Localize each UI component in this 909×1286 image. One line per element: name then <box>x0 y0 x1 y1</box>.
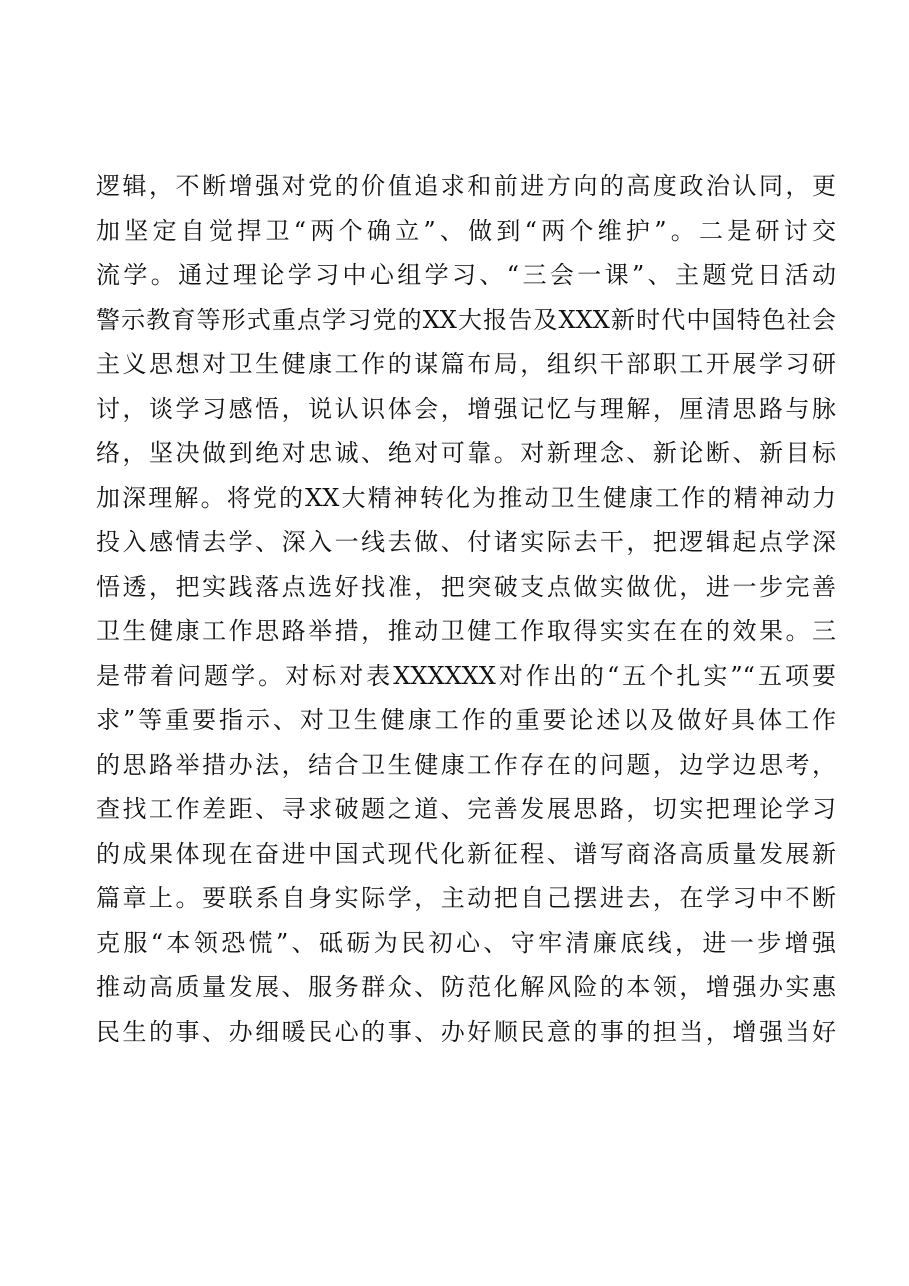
text-line: 流学。通过理论学习中心组学习、“三会一课”、主题党日活动 <box>96 261 836 289</box>
text-line: 是带着问题学。对标对表XXXXXX对作出的“五个扎实”“五项要 <box>96 661 836 690</box>
text-line: 民生的事、办细暖民心的事、办好顺民意的事的担当，增强当好 <box>96 1017 836 1046</box>
text-line: 络，坚决做到绝对忠诚、绝对可靠。对新理念、新论断、新目标 <box>96 439 836 467</box>
text-line: 加坚定自觉捍卫“两个确立”、做到“两个维护”。二是研讨交 <box>96 216 836 245</box>
text-line: 警示教育等形式重点学习党的XX大报告及XXX新时代中国特色社会 <box>96 305 836 334</box>
body-paragraph <box>96 166 836 1056</box>
text-line: 讨，谈学习感悟，说认识体会，增强记忆与理解，厘清思路与脉 <box>96 394 836 423</box>
text-line: 篇章上。要联系自身实际学，主动把自己摆进去，在学习中不断 <box>96 884 836 912</box>
text-line: 加深理解。将党的XX大精神转化为推动卫生健康工作的精神动力 <box>96 483 836 512</box>
text-line: 克服“本领恐慌”、砥砺为民初心、守牢清廉底线，进一步增强 <box>96 928 836 957</box>
text-line: 的成果体现在奋进中国式现代化新征程、谱写商洛高质量发展新 <box>96 839 836 868</box>
text-line: 的思路举措办法，结合卫生健康工作存在的问题，边学边思考， <box>96 750 836 779</box>
text-line: 求”等重要指示、对卫生健康工作的重要论述以及做好具体工作 <box>96 706 836 734</box>
text-line: 卫生健康工作思路举措，推动卫健工作取得实实在在的效果。三 <box>96 617 836 645</box>
text-line: 悟透，把实践落点选好找准，把突破支点做实做优，进一步完善 <box>96 572 836 601</box>
text-line: 推动高质量发展、服务群众、防范化解风险的本领，增强办实惠 <box>96 973 836 1001</box>
text-line: 查找工作差距、寻求破题之道、完善发展思路，切实把理论学习 <box>96 795 836 823</box>
text-line: 逻辑，不断增强对党的价值追求和前进方向的高度政治认同，更 <box>96 172 836 200</box>
text-line: 主义思想对卫生健康工作的谋篇布局，组织干部职工开展学习研 <box>96 350 836 378</box>
text-line: 投入感情去学、深入一线去做、付诸实际去干，把逻辑起点学深 <box>96 528 836 556</box>
